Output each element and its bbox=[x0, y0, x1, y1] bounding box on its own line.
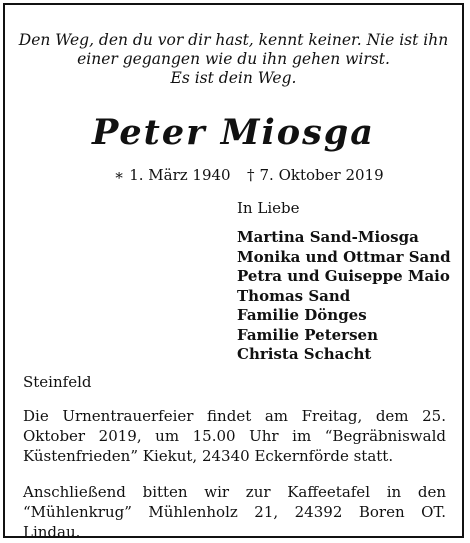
coffee-paragraph: Anschließend bitten wir zur Kaffeetafel in den “Mühlenkrug” Mühlenholz 21, 24392 Boren OT. Lindau. bbox=[23, 483, 446, 541]
mourner-name: Petra und Guiseppe Maio bbox=[237, 267, 450, 285]
obituary-notice bbox=[3, 3, 464, 541]
in-love-heading: In Liebe bbox=[237, 199, 300, 217]
motto-line: einer gegangen wie du ihn gehen wirst. bbox=[77, 50, 390, 68]
birth-star-icon: ∗ bbox=[114, 166, 125, 184]
mourner-name: Thomas Sand bbox=[237, 286, 351, 305]
ceremony-paragraph: Die Urnentrauerfeier findet am Freitag, dem 25. Oktober 2019, um 15.00 Uhr im “Begräbniswald Küstenfrieden” Kiekut, 24340 Eckernförde statt. bbox=[23, 407, 446, 465]
mourner-name: Christa Schacht bbox=[237, 345, 372, 363]
death-date: 7. Oktober 2019 bbox=[259, 166, 384, 184]
motto-line: Es ist dein Weg. bbox=[170, 69, 297, 87]
mourners-list bbox=[237, 228, 451, 365]
birth-date-group bbox=[114, 165, 231, 185]
deceased-name: Peter Miosga bbox=[92, 112, 375, 153]
mourner-name: Monika und Ottmar Sand bbox=[237, 247, 451, 266]
motto-quote bbox=[5, 31, 462, 88]
mourner-name: Familie Petersen bbox=[237, 325, 378, 344]
mourner-name: Martina Sand-Miosga bbox=[237, 228, 419, 246]
place-name: Steinfeld bbox=[23, 373, 92, 391]
death-cross-icon: † bbox=[247, 166, 255, 184]
birth-date: 1. März 1940 bbox=[129, 166, 231, 184]
death-date-group bbox=[247, 165, 384, 185]
motto-line: Den Weg, den du vor dir hast, kennt keiner. Nie ist ihn bbox=[18, 31, 449, 49]
mourner-name: Familie Dönges bbox=[237, 306, 367, 324]
